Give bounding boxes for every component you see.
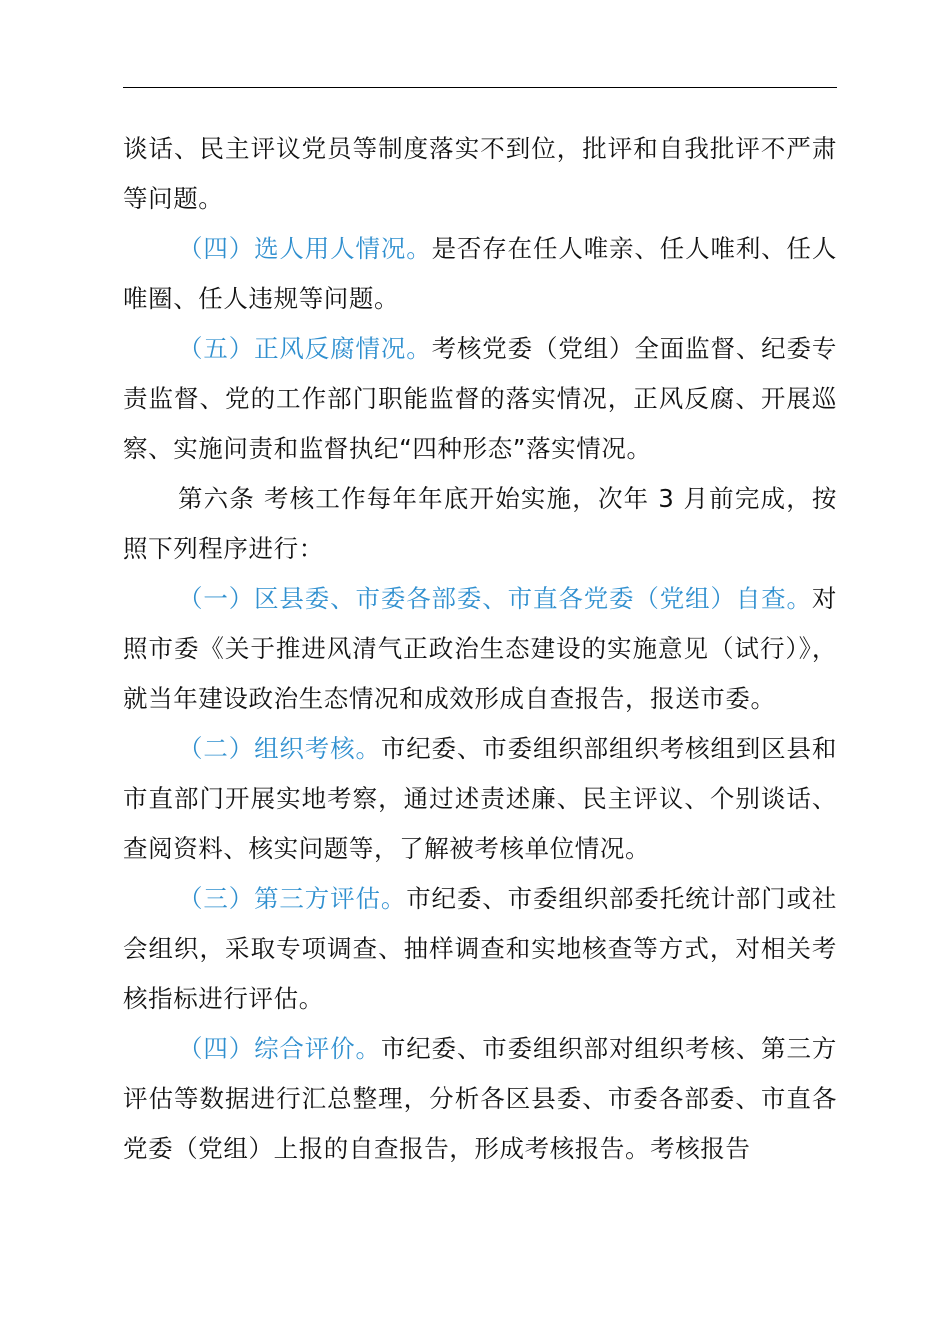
- paragraph-anti-corruption: [123, 324, 837, 474]
- paragraph-third-party-evaluation: [123, 874, 837, 1024]
- paragraph-text: 第六条 考核工作每年年底开始实施，次年 3 月前完成，按照下列程序进行：: [123, 484, 837, 563]
- paragraph-heading: （三）第三方评估。: [178, 884, 407, 913]
- document-body: [123, 124, 837, 1174]
- paragraph-heading: （五）正风反腐情况。: [178, 334, 432, 363]
- paragraph-heading: （四）选人用人情况。: [178, 234, 432, 263]
- paragraph-heading: （一）区县委、市委各部委、市直各党委（党组）自查。: [178, 584, 812, 613]
- paragraph-heading: （四）综合评价。: [178, 1034, 381, 1063]
- paragraph-text: 考核党委（党组）全面监督、纪委专责监督、党的工作部门职能监督的落实情况，正风反腐、开展巡察、实施问责和监督执纪“四种形态”落实情况。: [123, 334, 837, 463]
- paragraph-comprehensive-evaluation: [123, 1024, 837, 1174]
- article-six: [123, 474, 837, 574]
- paragraph-heading: （二）组织考核。: [178, 734, 381, 763]
- paragraph-self-inspection: [123, 574, 837, 724]
- paragraph-personnel-selection: [123, 224, 837, 324]
- paragraph-text: 是否存在任人唯亲、任人唯利、任人唯圈、任人违规等问题。: [123, 234, 837, 313]
- paragraph-text: 市纪委、市委组织部组织考核组到区县和市直部门开展实地考察，通过述责述廉、民主评议、个别谈话、查阅资料、核实问题等，了解被考核单位情况。: [123, 734, 837, 863]
- paragraph-text: 市纪委、市委组织部委托统计部门或社会组织，采取专项调查、抽样调查和实地核查等方式，对相关考核指标进行评估。: [123, 884, 837, 1013]
- paragraph-text: 谈话、民主评议党员等制度落实不到位，批评和自我批评不严肃等问题。: [123, 134, 837, 213]
- header-rule: [123, 87, 837, 88]
- paragraph-continuation: [123, 124, 837, 224]
- paragraph-text: 对照市委《关于推进风清气正政治生态建设的实施意见（试行）》，就当年建设政治生态情况和成效形成自查报告，报送市委。: [123, 584, 837, 713]
- paragraph-text: 市纪委、市委组织部对组织考核、第三方评估等数据进行汇总整理，分析各区县委、市委各部委、市直各党委（党组）上报的自查报告，形成考核报告。考核报告: [123, 1034, 837, 1163]
- paragraph-organizational-assessment: [123, 724, 837, 874]
